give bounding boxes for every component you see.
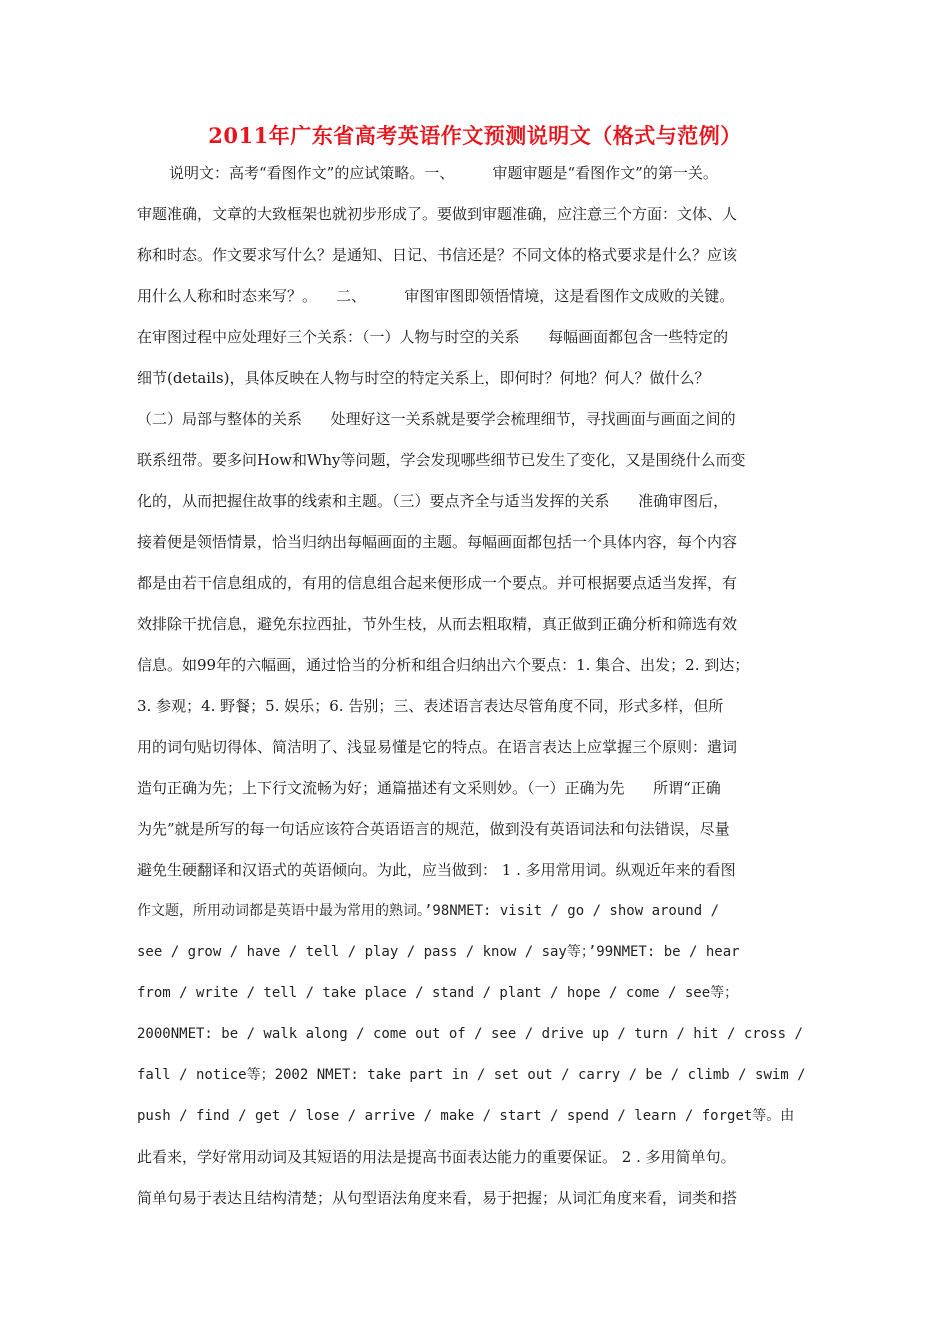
text-line: 效排除干扰信息，避免东拉西扯，节外生枝，从而去粗取精，真正做到正确分析和筛选有效 [137,615,738,633]
text-line: 造句正确为先；上下行文流畅为好；通篇描述有文采则妙。（一）正确为先 所谓“正确 [137,779,721,797]
text-line: from / write / tell / take place / stand / plant / hope / come / see等； [137,985,739,1001]
text-line: 2000NMET: be / walk along / come out of / see / drive up / turn / hit / cross / [137,1026,803,1042]
text-line: 为先”就是所写的每一句话应该符合英语语言的规范，做到没有英语词法和句法错误，尽量 [137,820,730,838]
text-line: 3. 参观；4. 野餐；5. 娱乐；6. 告别；三、表述语言表达尽管角度不同，形式多样，但所 [137,697,724,715]
text-line: 信息。如99年的六幅画，通过恰当的分析和组合归纳出六个要点：1. 集合、出发；2. 到达； [137,656,750,674]
text-line: push / find / get / lose / arrive / make / start / spend / learn / forget等。由 [137,1108,795,1124]
text-line: 接着便是领悟情景，恰当归纳出每幅画面的主题。每幅画面都包括一个具体内容，每个内容 [137,533,738,551]
document-body [137,160,817,1226]
text-line: 作文题，所用动词都是英语中最为常用的熟词。’98NMET: visit / go / show around / [137,903,720,919]
text-line: 说明文：高考“看图作文”的应试策略。一、 审题审题是“看图作文”的第一关。 [169,164,718,182]
text-line: （二）局部与整体的关系 处理好这一关系就是要学会梳理细节，寻找画面与画面之间的 [137,410,736,428]
text-line: 在审图过程中应处理好三个关系：（一）人物与时空的关系 每幅画面都包含一些特定的 [137,328,729,346]
text-line: 都是由若干信息组成的，有用的信息组合起来便形成一个要点。并可根据要点适当发挥，有 [137,574,738,592]
text-line: 简单句易于表达且结构清楚；从句型语法角度来看，易于把握；从词汇角度来看，词类和搭 [137,1189,738,1207]
text-line: 联系纽带。要多问How和Why等问题，学会发现哪些细节已发生了变化，又是围绕什么而变 [137,451,746,469]
text-line: 化的，从而把握住故事的线索和主题。（三）要点齐全与适当发挥的关系 准确审图后， [137,492,729,510]
text-line: 避免生硬翻译和汉语式的英语倾向。为此，应当做到： 1 . 多用常用词。纵观近年来的看图 [137,861,736,879]
text-line: fall / notice等；2002 NMET: take part in / set out / carry / be / climb / swim / [137,1067,806,1083]
text-line: 称和时态。作文要求写什么？是通知、日记、书信还是？不同文体的格式要求是什么？应该 [137,246,738,264]
document-title: 2011年广东省高考英语作文预测说明文（格式与范例） [208,123,742,148]
text-line: see / grow / have / tell / play / pass / know / say等；’99NMET: be / hear [137,944,740,960]
text-line: 用的词句贴切得体、简洁明了、浅显易懂是它的特点。在语言表达上应掌握三个原则：遣词 [137,738,738,756]
text-line: 细节(details)，具体反映在人物与时空的特定关系上，即何时？何地？何人？做什么？ [137,369,710,387]
text-line: 用什么人称和时态来写？。 二、 审图审图即领悟情境，这是看图作文成败的关键。 [137,287,735,305]
text-line: 审题准确，文章的大致框架也就初步形成了。要做到审题准确，应注意三个方面：文体、人 [137,205,738,223]
text-line: 此看来，学好常用动词及其短语的用法是提高书面表达能力的重要保证。 2 . 多用简单句。 [137,1148,736,1166]
